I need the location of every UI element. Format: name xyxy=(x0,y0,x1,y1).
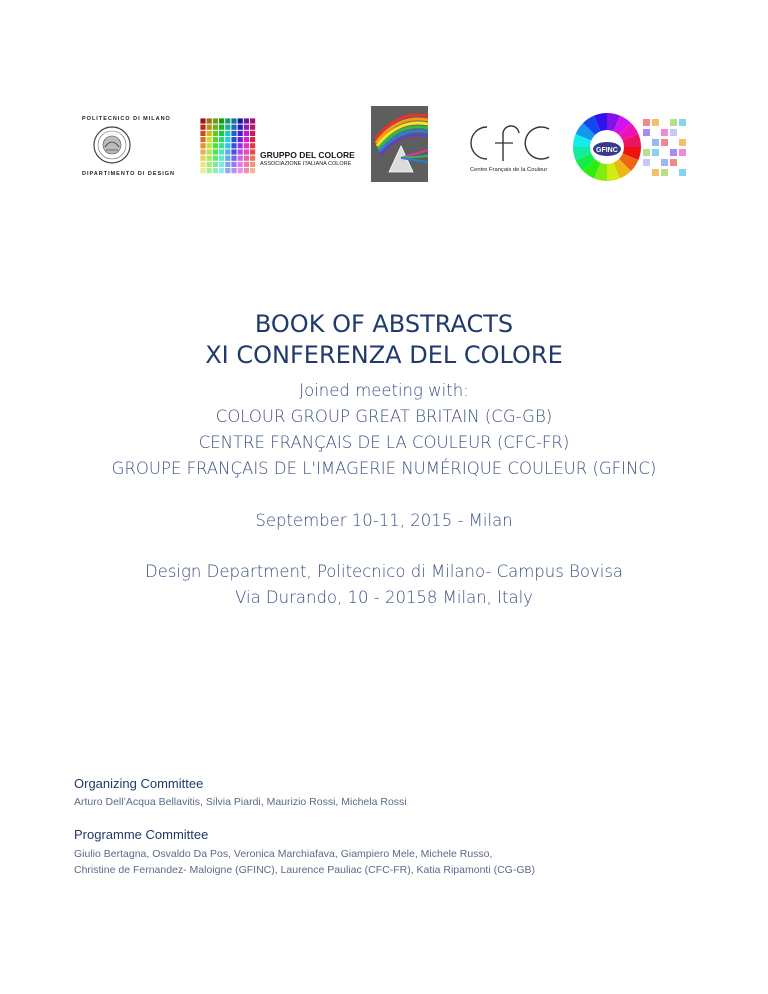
color-swatch xyxy=(219,149,224,154)
gruppo-del-colore-logo xyxy=(200,118,355,174)
color-square xyxy=(679,149,686,156)
color-swatch xyxy=(250,137,255,142)
color-square xyxy=(643,149,650,156)
venue-line-2: Via Durando, 10 - 20158 Milan, Italy xyxy=(235,588,533,607)
gfinc-color-wheel-icon xyxy=(569,109,689,187)
color-grid-icon xyxy=(200,118,258,174)
color-swatch xyxy=(231,168,236,173)
color-square xyxy=(661,139,668,146)
color-swatch xyxy=(244,143,249,148)
color-swatch xyxy=(225,137,230,142)
color-swatch xyxy=(207,149,212,154)
color-square xyxy=(661,169,668,176)
color-swatch xyxy=(244,156,249,161)
color-swatch xyxy=(219,125,224,130)
color-swatch xyxy=(219,162,224,167)
color-swatch xyxy=(213,168,218,173)
color-swatch xyxy=(207,156,212,161)
color-swatch xyxy=(207,118,212,123)
colour-group-logo xyxy=(371,106,428,182)
organizing-committee-heading: Organizing Committee xyxy=(74,776,204,791)
color-swatch xyxy=(219,118,224,123)
color-swatch xyxy=(238,149,243,154)
gruppo-name: GRUPPO DEL COLORE xyxy=(260,150,355,160)
color-square xyxy=(670,149,677,156)
color-swatch xyxy=(231,137,236,142)
color-swatch xyxy=(207,162,212,167)
color-swatch xyxy=(225,156,230,161)
color-square xyxy=(643,129,650,136)
color-swatch xyxy=(200,156,205,161)
joined-intro: Joined meeting with: xyxy=(299,381,469,400)
color-swatch xyxy=(250,168,255,173)
color-swatch xyxy=(231,125,236,130)
color-swatch xyxy=(219,131,224,136)
color-swatch xyxy=(250,149,255,154)
joined-org-cggb: COLOUR GROUP GREAT BRITAIN (CG-GB) xyxy=(215,407,553,426)
color-swatch xyxy=(207,125,212,130)
joined-org-gfinc: GROUPE FRANÇAIS DE L'IMAGERIE NUMÉRIQUE COULEUR (GFINC) xyxy=(111,459,657,478)
color-swatch xyxy=(231,162,236,167)
color-swatch xyxy=(219,168,224,173)
color-swatch xyxy=(207,143,212,148)
color-swatch xyxy=(231,143,236,148)
color-square xyxy=(652,139,659,146)
cfc-logo-icon xyxy=(467,121,567,165)
color-swatch xyxy=(250,162,255,167)
color-swatch xyxy=(231,131,236,136)
color-swatch xyxy=(200,137,205,142)
color-swatch xyxy=(213,125,218,130)
book-title: BOOK OF ABSTRACTS xyxy=(254,310,514,338)
conference-title: XI CONFERENZA DEL COLORE xyxy=(205,341,563,369)
color-swatch xyxy=(244,162,249,167)
cfc-logo xyxy=(467,121,567,176)
color-square xyxy=(652,149,659,156)
color-square xyxy=(679,139,686,146)
color-swatch xyxy=(238,168,243,173)
color-swatch xyxy=(207,168,212,173)
color-square xyxy=(652,169,659,176)
color-swatch xyxy=(200,149,205,154)
color-swatch xyxy=(200,118,205,123)
color-swatch xyxy=(244,125,249,130)
color-swatch xyxy=(238,131,243,136)
svg-text:GFINC: GFINC xyxy=(596,147,618,154)
prism-rainbow-icon xyxy=(371,106,428,182)
cfc-caption: Centre Français de la Couleur xyxy=(470,167,548,173)
color-swatch xyxy=(200,125,205,130)
color-swatch xyxy=(244,168,249,173)
color-swatch xyxy=(213,131,218,136)
polimi-department: DIPARTIMENTO DI DESIGN xyxy=(82,171,175,177)
color-square xyxy=(670,119,677,126)
color-square xyxy=(670,129,677,136)
color-swatch xyxy=(250,143,255,148)
color-swatch xyxy=(200,168,205,173)
color-swatch xyxy=(225,125,230,130)
joined-org-cfcfr: CENTRE FRANÇAIS DE LA COULEUR (CFC-FR) xyxy=(198,433,570,452)
color-swatch xyxy=(225,118,230,123)
color-swatch xyxy=(200,143,205,148)
color-swatch xyxy=(244,118,249,123)
color-square xyxy=(679,169,686,176)
gruppo-subtitle: ASSOCIAZIONE ITALIANA COLORE xyxy=(260,161,352,167)
university-seal-icon xyxy=(92,125,132,165)
conference-date: September 10-11, 2015 - Milan xyxy=(255,511,513,530)
programme-committee-names-line-2: Christine de Fernandez- Maloigne (GFINC), Laurence Pauliac (CFC-FR), Katia Ripamonti (CG-GB) xyxy=(74,864,535,876)
color-swatch xyxy=(200,162,205,167)
color-square xyxy=(643,159,650,166)
color-swatch xyxy=(219,143,224,148)
color-swatch xyxy=(238,118,243,123)
color-swatch xyxy=(238,162,243,167)
color-swatch xyxy=(238,125,243,130)
color-swatch xyxy=(219,137,224,142)
color-swatch xyxy=(250,156,255,161)
color-swatch xyxy=(200,131,205,136)
color-swatch xyxy=(250,118,255,123)
color-swatch xyxy=(244,149,249,154)
color-swatch xyxy=(231,118,236,123)
color-swatch xyxy=(238,137,243,142)
color-swatch xyxy=(207,137,212,142)
color-swatch xyxy=(225,162,230,167)
color-swatch xyxy=(213,143,218,148)
color-swatch xyxy=(250,131,255,136)
venue-line-1: Design Department, Politecnico di Milano- Campus Bovisa xyxy=(144,562,624,581)
color-swatch xyxy=(225,131,230,136)
color-swatch xyxy=(238,156,243,161)
color-swatch xyxy=(213,162,218,167)
programme-committee-heading: Programme Committee xyxy=(74,827,209,842)
gfinc-logo xyxy=(569,109,689,187)
color-swatch xyxy=(244,131,249,136)
color-square xyxy=(661,159,668,166)
polimi-name: POLITECNICO DI MILANO xyxy=(82,116,171,122)
color-swatch xyxy=(238,143,243,148)
organizing-committee-names: Arturo Dell’Acqua Bellavitis, Silvia Piardi, Maurizio Rossi, Michela Rossi xyxy=(74,796,407,808)
polimi-logo xyxy=(82,116,192,176)
programme-committee-names-line-1: Giulio Bertagna, Osvaldo Da Pos, Veronica Marchiafava, Giampiero Mele, Michele Russo, xyxy=(74,848,493,860)
color-swatch xyxy=(231,149,236,154)
color-swatch xyxy=(213,137,218,142)
color-swatch xyxy=(213,118,218,123)
color-square xyxy=(679,119,686,126)
color-swatch xyxy=(213,156,218,161)
color-swatch xyxy=(225,149,230,154)
color-swatch xyxy=(225,143,230,148)
color-square xyxy=(652,119,659,126)
color-swatch xyxy=(213,149,218,154)
color-square xyxy=(661,129,668,136)
color-swatch xyxy=(244,137,249,142)
color-swatch xyxy=(207,131,212,136)
color-swatch xyxy=(231,156,236,161)
color-square xyxy=(670,159,677,166)
color-swatch xyxy=(250,125,255,130)
color-square xyxy=(643,119,650,126)
color-swatch xyxy=(219,156,224,161)
color-swatch xyxy=(225,168,230,173)
